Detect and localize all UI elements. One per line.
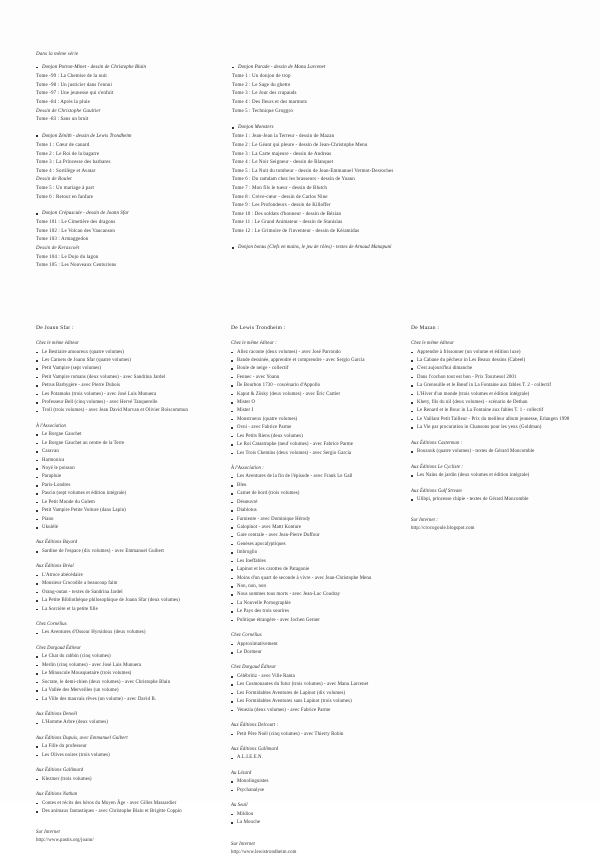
tome-title: Les Nouveaux Centurions (61, 263, 117, 269)
work-item: Le Chat du rabbin (cinq volumes) (36, 653, 225, 661)
series-credit: dessin de Lewis Trondheim (76, 133, 132, 139)
tome-line: Tome 3 : Le Jour des crapauds (232, 91, 297, 97)
work-item: Paris-Londres (36, 482, 225, 490)
work-item: Piano (36, 516, 225, 524)
work-item: Moins d'un quart de seconde à vivre - avec Jean-Christophe Menu (231, 575, 405, 583)
work-item: Socrate, le demi-chien (deux volumes) - avec Christophe Blain (36, 679, 225, 687)
work-item: L'Atroce abécédaire (36, 572, 225, 580)
tome-title: Une jeunesse qui s'enfuit (60, 91, 114, 97)
work-item: La Fille du professeur (36, 743, 225, 751)
work-item: Monstrueux (quatre volumes) (231, 416, 405, 424)
tome-line: Tome 6 : Retour en fanfare (36, 194, 94, 200)
internet-label: Sur Internet (231, 841, 255, 847)
tome-line: Tome 2 : Le Roi de la bagarre (36, 151, 100, 157)
tome-title: Du ramdam chez les brasseurs - dessin de Yoann (252, 177, 355, 183)
tome-line: Tome 101 : Le Cimetière des dragons (36, 220, 116, 226)
series-block (36, 134, 232, 202)
work-item: Les Ineffables (231, 558, 405, 566)
publisher-group (36, 341, 225, 416)
author-bibliographies-section (36, 325, 581, 855)
tome-label: Tome -84 (36, 99, 57, 105)
series-title (232, 125, 532, 130)
work-item: La Cabane du pêcheur in Les Beaux dessins (Cabeel) (411, 357, 575, 365)
work-item: Le Borgne Gauchet (36, 431, 225, 439)
work-item: Les Formidables Aventures de Lapinot (dix volumes) (231, 690, 405, 698)
work-item: Khety, fils du nil (deux volumes) - scénario de Dethan (411, 399, 575, 407)
work-item: Politique étrangère - avec Jochen Gerner (231, 617, 405, 625)
work-item: Mister I (231, 407, 405, 415)
work-item: Mister O (231, 399, 405, 407)
donjon-bonus-line: Donjon bonus (Clefs en mains, le jeu de rôles) - textes de Arnaud Manapuni (232, 245, 532, 250)
publisher-group (36, 736, 225, 760)
tome-label: Tome 2 (36, 151, 52, 157)
tome-title: Le Grimoire de l'inventeur - dessin de Kéramidas (254, 228, 360, 234)
series-block (36, 211, 232, 271)
tome-line: Tome 11 : Le Grand Animateur - dessin de Stanislas (232, 220, 343, 226)
work-item: Ukulélé (36, 524, 225, 532)
tome-line: Tome 12 : Le Grimoire de l'inventeur - dessin de Kéramidas (232, 228, 360, 234)
tome-title: Le Roi de la bagarre (56, 151, 100, 157)
tome-line: Tome 4 : Des fleurs et des marmots (232, 99, 307, 105)
tome-line: Tome 102 : Le Volcan des Vaucanson (36, 228, 116, 234)
work-item: Mildiou (231, 811, 405, 819)
publisher-label: Chez Cornélius (36, 621, 67, 627)
author-name: De Joann Sfar : (36, 325, 74, 331)
publisher-group (411, 489, 575, 505)
tome-line: Tome 6 : Du ramdam chez les brasseurs - dessin de Yoann (232, 177, 355, 183)
tome-line: Tome 103 : Armaggedon (36, 237, 89, 243)
publisher-group (36, 564, 225, 614)
work-item: Le Bestiaire amoureux (quatre volumes) (36, 349, 225, 357)
tome-line: Tome 5 : Un mariage à part (36, 185, 95, 191)
work-item: Carnet de bord (trois volumes) (231, 490, 405, 498)
tome-label: Tome 3 (36, 160, 52, 166)
work-item: Les Aventures d'Ossour Hyrsidoux (deux volumes) (36, 629, 225, 637)
work-item: Les Nains de jardin (deux volumes et édition intégrale) (411, 472, 575, 480)
tome-label: Tome 1 (232, 74, 248, 80)
work-item: Célébritiz - avec Ville Ranta (231, 673, 405, 681)
work-item: Bouzouk (quatre volumes) - textes de Gérard Moncomble (411, 448, 575, 456)
same-series-section (36, 52, 576, 280)
tome-label: Tome -98 (36, 82, 57, 88)
work-item: Imbroglio (231, 549, 405, 557)
publisher-label: Chez le même éditeur (36, 341, 79, 346)
work-item: Parapluie (36, 473, 225, 481)
tome-title: Cœur de canard (56, 142, 90, 148)
author-column-mazan (411, 325, 581, 855)
work-item: Petit Vampire romans (deux volumes) - avec Sandrina Jardel (36, 374, 225, 382)
tome-label: Tome -83 (36, 117, 57, 123)
series-block (36, 65, 232, 125)
tome-line: Tome 1 : Cœur de canard (36, 142, 90, 148)
work-item: Petit Vampire (sept volumes) (36, 365, 225, 373)
work-item: Genèses apocalyptiques (231, 541, 405, 549)
series-block (232, 65, 532, 116)
series-name: Donjon Parade (238, 65, 270, 70)
series-name: Donjon Monsters (238, 125, 274, 131)
tome-label: Tome 5 (232, 168, 248, 174)
work-item: Allez raconte (deux volumes) - avec José Parrondo (231, 349, 405, 357)
publisher-group (231, 466, 405, 625)
tome-line: Tome 5 : La Nuit du tombeur - dessin de Jean-Emmanuel Vermot-Desroches (232, 168, 394, 174)
publisher-label: Aux Éditions Dupuis, avec Emmanuel Guibert (36, 735, 128, 741)
work-item: La Vie par procuration in Chansons pour les yeux (Goldman) (411, 424, 575, 432)
tome-label: Tome 12 (232, 228, 251, 234)
tome-title: Armaggedon (61, 237, 89, 243)
series-name: Donjon Zénith (42, 133, 72, 139)
work-item: L'Homme Arbre (deux volumes) (36, 719, 225, 727)
work-item: Petrus Barbygère - avec Pierre Dubois (36, 382, 225, 390)
work-item: Noyé le poisson (36, 465, 225, 473)
tome-label: Tome -97 (36, 91, 57, 97)
work-item: Apprendre à frissonner (un volume et édition luxe) (411, 349, 575, 357)
work-item: A.L.I.E.E.N. (231, 754, 405, 762)
tome-label: Tome 8 (232, 194, 248, 200)
work-item: La Nouvelle Pornographie (231, 600, 405, 608)
series-credit: dessin de Joann Sfar (86, 211, 129, 217)
publisher-label: Chez Dargaud Éditeur (231, 665, 276, 671)
work-item: Psychanalyse (231, 787, 405, 795)
work-item: Nous sommes tous morts - avec Jean-Luc Coudray (231, 591, 405, 599)
tome-label: Tome 104 (36, 254, 58, 260)
tome-title: Un donjon de trop (252, 74, 291, 80)
publisher-group (411, 341, 575, 433)
tome-label: Tome 7 (232, 185, 248, 191)
work-item: La Vallée des Merveilles (un volume) (36, 687, 225, 695)
publisher-label: Chez Dargaud Éditeur (36, 645, 81, 651)
publisher-label: Au Lézard (231, 770, 252, 776)
tome-title: Après la pluie (60, 99, 90, 105)
tome-line: Tome -84 : Après la pluie (36, 99, 90, 105)
tome-label: Tome 4 (232, 160, 248, 166)
work-item: Bleu (231, 482, 405, 490)
publisher-group (36, 424, 225, 533)
work-item: Désœuvré (231, 499, 405, 507)
work-item: Non, non, non (231, 583, 405, 591)
series-name: Donjon Crépuscule (42, 211, 82, 217)
tome-title: Le Sage du ghetto (252, 82, 291, 88)
publisher-group (231, 723, 405, 739)
publisher-group (231, 747, 405, 763)
tome-label: Tome 103 (36, 237, 58, 243)
publisher-group (36, 792, 225, 816)
tome-label: Tome 4 (36, 168, 52, 174)
tome-title: Un mariage à part (56, 185, 95, 191)
work-item: Bande dessinée, apprendre et comprendre - avec Sergio Garcia (231, 357, 405, 365)
work-item: Fennec - avec Yoann (231, 374, 405, 382)
work-item: Merlin (cinq volumes) - avec José Luis Munuera (36, 662, 225, 670)
tome-label: Tome 101 (36, 220, 58, 226)
tome-label: Tome 6 (36, 194, 52, 200)
publisher-group (231, 633, 405, 657)
tome-label: Tome 5 (232, 108, 248, 114)
tome-label: Tome 1 (36, 142, 52, 148)
tome-line: Tome 3 : La Princesse des barbares (36, 160, 111, 166)
work-item: Pascin (sept volumes et édition intégrale) (36, 490, 225, 498)
series-title: Donjon Crépuscule - dessin de Joann Sfar (36, 211, 232, 216)
tome-label: Tome 3 (232, 151, 248, 157)
work-item: Les Trois Chemins (deux volumes) - avec Sergio Garcia (231, 450, 405, 458)
work-item: Orang-outan - textes de Sandrina Jardel (36, 589, 225, 597)
publisher-label: Chez Cornélius (231, 633, 262, 639)
tome-label: Tome 102 (36, 228, 58, 234)
internet-group (36, 830, 225, 843)
tome-line: Tome 5 : Technique Groggro (232, 108, 293, 114)
section-heading-same-series: Dans la même série (36, 52, 79, 57)
tome-title: La Princesse des barbares (56, 160, 111, 166)
work-item: Les Potamoks (trois volumes) - avec José Luis Munuera (36, 391, 225, 399)
work-item: Harmonica (36, 457, 225, 465)
work-item: Petit Vampire Petite Voiture (dans Lapin) (36, 507, 225, 515)
same-series-right-column (232, 65, 532, 280)
publisher-group (36, 540, 225, 556)
publisher-label: À l'Association : (231, 465, 264, 471)
work-item: L'Hiver d'un monde (trois volumes et édition intégrale) (411, 391, 575, 399)
work-item: Lapinot et les carottes de Patagonie (231, 566, 405, 574)
series-title: Donjon Zénith - dessin de Lewis Trondheim (36, 134, 232, 139)
work-item: Monolinguistes (231, 778, 405, 786)
work-item: Le Roi Catastrophe (neuf volumes) - avec Fabrice Parme (231, 441, 405, 449)
tome-line: Tome 1 : Jean-Jean la Terreur - dessin de Mazan (232, 134, 335, 140)
publisher-label: Aux Éditions Gallimard (36, 768, 84, 774)
author-name: De Mazan : (411, 325, 440, 331)
work-item: Des animaux fantastiques - avec Christophe Blain et Brigitte Coppin (36, 808, 225, 816)
tome-title: Technique Groggro (251, 108, 293, 114)
work-item: La Petite Bibliothèque philosophique de Joann Sfar (deux volumes) (36, 597, 225, 605)
work-item: Le Pays des trois sourires (231, 608, 405, 616)
work-item: Venezia (deux volumes) - avec Fabrice Parme (231, 707, 405, 715)
same-series-columns (36, 65, 576, 280)
tome-title: La Nuit du tombeur - dessin de Jean-Emmanuel Vermot-Desroches (252, 168, 394, 174)
tome-line: Tome 105 : Les Nouveaux Centurions (36, 263, 117, 269)
tome-label: Tome 11 (232, 220, 251, 226)
work-item: Troll (trois volumes) - avec Jean David Morvan et Olivier Boiscommun (36, 407, 225, 415)
publisher-label: À l'Association (36, 423, 67, 429)
tome-line: Tome -83 : Sans un bruit (36, 117, 89, 123)
tome-line: Tome 9 : Les Profondeurs - dessin de Killoffer (232, 203, 331, 209)
author-column-trondheim (231, 325, 411, 855)
series-title: Donjon Parade - dessin de Manu Larcenet (232, 65, 532, 70)
internet-label: Sur Internet (36, 830, 60, 836)
publisher-label: Aux Éditions Gallimard (231, 746, 279, 752)
work-item: Les Carnets de Joann Sfar (quatre volumes) (36, 357, 225, 365)
tome-title: Le Volcan des Vaucanson (61, 228, 116, 234)
internet-url[interactable]: http://crocogoule.blogspot.com (411, 526, 475, 532)
tome-title: Mon fils le tueur - dessin de Blutch (252, 185, 328, 191)
tome-title: Le Noir Seigneur - dessin de Blanquet (252, 160, 334, 166)
series-credit: dessin de Manu Larcenet (273, 65, 326, 70)
work-item: Ovni - avec Fabrice Parme (231, 424, 405, 432)
series-title: Donjon Potron-Minet - dessin de Christophe Blain (36, 65, 232, 70)
tome-title: Le Cimetière des dragons (61, 220, 116, 226)
work-item: Professeur Bell (cinq volumes) - avec Hervé Tanquerelle (36, 399, 225, 407)
tome-line: Tome 4 : Sortilège et Avatar (36, 168, 96, 174)
tome-label: Tome 9 (232, 203, 248, 209)
tome-label: Tome 4 (232, 99, 248, 105)
series-name: Donjon Potron-Minet (42, 65, 87, 70)
tome-line: Tome 1 : Un donjon de trop (232, 74, 291, 80)
publisher-group (36, 622, 225, 638)
work-item: Klezmer (trois volumes) (36, 776, 225, 784)
tome-label: Tome 5 (36, 185, 52, 191)
publisher-group (36, 768, 225, 784)
same-series-left-column (36, 65, 232, 280)
work-item: Farniente - avec Dominique Hérody (231, 516, 405, 524)
publisher-label: Aux Éditions Gulf Stream (411, 488, 462, 494)
work-item: Les Formidables Aventures sans Lapinot (trois volumes) (231, 698, 405, 706)
internet-url[interactable]: http://www.pastis.org/joann/ (36, 838, 94, 844)
work-item: Dans l'cochon tout est bon - Prix Tournesol 2001 (411, 374, 575, 382)
tome-title: Sortilège et Avatar (56, 168, 96, 174)
publisher-group (36, 646, 225, 704)
tome-line: Tome 4 : Le Noir Seigneur - dessin de Blanquet (232, 160, 334, 166)
work-item: La Ville des mauvais rêves (un volume) - avec David B. (36, 696, 225, 704)
work-item: Galopinot - avec Mattt Konture (231, 524, 405, 532)
tome-line: Tome 10 : Des soldats d'honneur - dessin de Bézian (232, 211, 342, 217)
series-sub-credit: Dessin de Kerascoët (36, 246, 80, 252)
tome-label: Tome 6 (232, 177, 248, 183)
tome-line: Tome 2 : Le Géant qui pleure - dessin de Jean-Christophe Menu (232, 142, 368, 148)
internet-group (231, 842, 405, 855)
tome-line: Tome 3 : La Carte majeure - dessin de Andreas (232, 151, 332, 157)
tome-title: Les Profondeurs - dessin de Killoffer (252, 203, 331, 209)
series-sub-credit: Dessin de Boulet (36, 177, 72, 183)
tome-title: Le Géant qui pleure - dessin de Jean-Christophe Menu (252, 142, 368, 148)
publisher-group (231, 803, 405, 827)
tome-label: Tome 2 (232, 82, 248, 88)
series-sub-credit: Dessin de Christophe Gaultier (36, 108, 101, 114)
internet-label: Sur Internet : (411, 518, 438, 524)
publisher-label: Aux Éditions Bréal (36, 564, 74, 570)
series-credit: dessin de Christophe Blain (90, 65, 147, 70)
work-item: La Sorcière et la petite fille (36, 606, 225, 614)
tome-line: Tome -98 : Un justicier dans l'ennui (36, 82, 112, 88)
tome-line: Tome 8 : Crève-cœur - dessin de Carlos Nine (232, 194, 328, 200)
publisher-group (231, 665, 405, 715)
publisher-label: Chez le même éditeur (411, 341, 454, 346)
publisher-label: Aux Éditions Delcourt : (231, 723, 279, 729)
work-item: Les Cosmonautes du futur (trois volumes) - avec Manu Larcenet (231, 681, 405, 689)
tome-line: Tome 104 : Le Dojo du lagon (36, 254, 99, 260)
work-item: Le Minuscule Mousquetaire (trois volumes) (36, 670, 225, 678)
work-item: Les Aventures de la fin de l'épisode - avec Frank Le Gall (231, 473, 405, 481)
tome-title: Un justicier dans l'ennui (60, 82, 112, 88)
publisher-label: Au Seuil (231, 803, 248, 809)
work-item: La Mouche (231, 819, 405, 827)
work-item: Le Vaillant Petit Tailleur - Prix du meilleur album jeunesse, Erlangen 1998 (411, 416, 575, 424)
work-item: Kaput & Zösky (deux volumes) - avec Éric Cartier (231, 391, 405, 399)
tome-line: Tome 2 : Le Sage du ghetto (232, 82, 291, 88)
work-item: Le Renard et le Bouc in La Fontaine aux fables T. 1 - collectif (411, 407, 575, 415)
publisher-group (411, 465, 575, 481)
tome-title: Jean-Jean la Terreur - dessin de Mazan (252, 134, 335, 140)
tome-line: Tome 7 : Mon fils le tueur - dessin de Blutch (232, 185, 328, 191)
publisher-label: Aux Éditions Nathan (36, 792, 78, 798)
tome-title: Crève-cœur - dessin de Carlos Nine (252, 194, 328, 200)
work-item: Ulibpi, princesse chipie - textes de Gérard Moncomble (411, 496, 575, 504)
tome-line: Tome -99 : La Chemise de la nuit (36, 74, 107, 80)
internet-url[interactable]: http://www.lewistrondheim.com (231, 849, 297, 855)
work-item: Approximativement (231, 641, 405, 649)
publisher-label: Aux Éditions Le Cycliste : (411, 464, 464, 470)
tome-line: Tome -97 : Une jeunesse qui s'enfuit (36, 91, 114, 97)
publisher-label: Aux Éditions Casterman : (411, 440, 463, 446)
publisher-group (411, 441, 575, 457)
tome-title: Le Grand Animateur - dessin de Stanislas (254, 220, 343, 226)
author-column-sfar (36, 325, 231, 855)
work-item: Gare centrale - avec Jean-Pierre Duffour (231, 532, 405, 540)
tome-title: Des soldats d'honneur - dessin de Bézian (254, 211, 342, 217)
tome-title: La Chemise de la nuit (60, 74, 107, 80)
work-item: C'est aujourd'hui dimanche (411, 365, 575, 373)
work-item: Petit Père Noël (cinq volumes) - avec Thierry Robin (231, 731, 405, 739)
author-name: De Lewis Trondheim : (231, 325, 286, 331)
tome-label: Tome 10 (232, 211, 251, 217)
work-item: Sardine de l'espace (dix volumes) - avec Emmanuel Guibert (36, 548, 225, 556)
publisher-label: Chez le même éditeur : (231, 341, 277, 346)
tome-title: Le Dojo du lagon (61, 254, 99, 260)
work-item: Monsieur Crocodile a beaucoup faim (36, 580, 225, 588)
work-item: La Grenouille et le Bœuf in La Fontaine aux fables T. 2 - collectif (411, 382, 575, 390)
tome-title: Le Jour des crapauds (252, 91, 297, 97)
tome-label: Tome 3 (232, 91, 248, 97)
tome-label: Tome 105 (36, 263, 58, 269)
publisher-group (231, 771, 405, 795)
work-item: Boule de neige - collectif (231, 365, 405, 373)
work-item: Les Petits Riens (deux volumes) (231, 433, 405, 441)
work-item: Contes et récits des héros du Moyen Âge - avec Gilles Massardier (36, 800, 225, 808)
internet-group (411, 518, 575, 531)
tome-label: Tome 2 (232, 142, 248, 148)
work-item: Le Dormeur (231, 649, 405, 657)
publisher-group (231, 341, 405, 458)
publisher-label: Aux Éditions Bayard (36, 540, 78, 546)
publisher-group (36, 712, 225, 728)
tome-label: Tome -99 (36, 74, 57, 80)
work-item: Le Borgne Gauchet au centre de la Terre (36, 440, 225, 448)
work-item: Les Olives noires (trois volumes) (36, 752, 225, 760)
publisher-label: Aux Éditions Denoël (36, 711, 78, 717)
series-block (232, 125, 532, 236)
tome-title: La Carte majeure - dessin de Andreas (252, 151, 332, 157)
work-item: Île Bourbon 1730 - coscénario d'Appollo (231, 382, 405, 390)
work-item: Caravan (36, 448, 225, 456)
tome-title: Retour en fanfare (56, 194, 94, 200)
work-item: Le Petit Monde du Golem (36, 499, 225, 507)
tome-title: Des fleurs et des marmots (252, 99, 307, 105)
tome-label: Tome 1 (232, 134, 248, 140)
tome-title: Sans un bruit (60, 117, 89, 123)
work-item: Diablotus (231, 507, 405, 515)
